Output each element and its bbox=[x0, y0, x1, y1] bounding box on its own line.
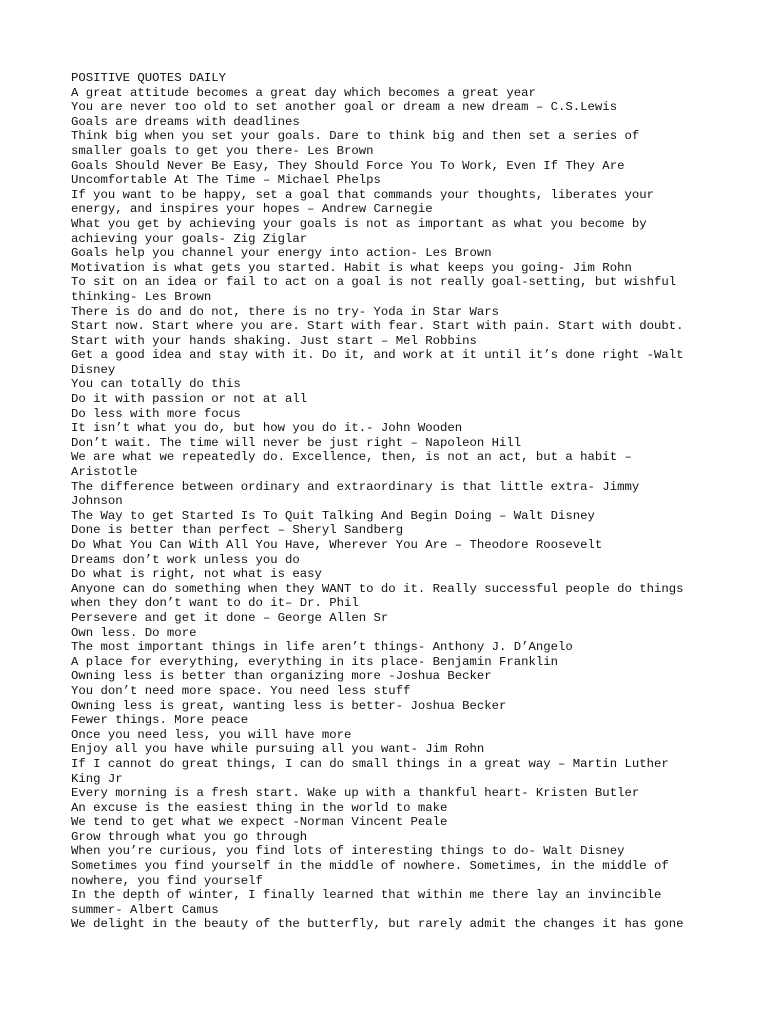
text-line: when they don’t want to do it– Dr. Phil bbox=[71, 596, 359, 611]
document-title: POSITIVE QUOTES DAILY bbox=[71, 71, 226, 85]
text-line: Goals Should Never Be Easy, They Should Force You To Work, Even If They Are bbox=[71, 158, 625, 173]
document-page bbox=[71, 71, 711, 932]
text-line: King Jr bbox=[71, 771, 123, 786]
text-line: Goals help you channel your energy into action- Les Brown bbox=[71, 246, 492, 261]
text-line: Persevere and get it done – George Allen Sr bbox=[71, 610, 389, 625]
text-line: Grow through what you go through bbox=[71, 829, 308, 844]
text-line: energy, and inspires your hopes – Andrew Carnegie bbox=[71, 202, 433, 217]
text-line: Own less. Do more bbox=[71, 625, 197, 640]
text-line: Owning less is better than organizing more -Joshua Becker bbox=[71, 669, 492, 684]
text-line: Enjoy all you have while pursuing all you want- Jim Rohn bbox=[71, 742, 485, 757]
text-line: It isn’t what you do, but how you do it.- John Wooden bbox=[71, 421, 463, 436]
text-line: We are what we repeatedly do. Excellence, then, is not an act, but a habit – bbox=[71, 450, 632, 465]
text-line: The difference between ordinary and extraordinary is that little extra- Jimmy bbox=[71, 479, 640, 494]
text-line: Do less with more focus bbox=[71, 406, 241, 421]
text-line: Fewer things. More peace bbox=[71, 713, 249, 728]
text-line: You are never too old to set another goal or dream a new dream – C.S.Lewis bbox=[71, 100, 618, 115]
text-line: Once you need less, you will have more bbox=[71, 727, 352, 742]
text-line: Johnson bbox=[71, 494, 123, 509]
text-line: Goals are dreams with deadlines bbox=[71, 114, 300, 129]
text-line: You don’t need more space. You need less stuff bbox=[71, 683, 411, 698]
text-line: Do it with passion or not at all bbox=[71, 392, 308, 407]
text-line: achieving your goals- Zig Ziglar bbox=[71, 231, 308, 246]
text-line: smaller goals to get you there- Les Brown bbox=[71, 143, 374, 158]
text-line: If you want to be happy, set a goal that commands your thoughts, liberates your bbox=[71, 187, 654, 202]
text-line: Do what is right, not what is easy bbox=[71, 567, 322, 582]
text-line: Sometimes you find yourself in the middle of nowhere. Sometimes, in the middle of bbox=[71, 859, 669, 874]
text-line: Owning less is great, wanting less is better- Joshua Becker bbox=[71, 698, 507, 713]
text-line: A great attitude becomes a great day which becomes a great year bbox=[71, 85, 536, 100]
text-line: What you get by achieving your goals is not as important as what you become by bbox=[71, 216, 647, 231]
text-line: Dreams don’t work unless you do bbox=[71, 552, 300, 567]
text-line: Start with your hands shaking. Just start – Mel Robbins bbox=[71, 333, 477, 348]
text-line: You can totally do this bbox=[71, 377, 241, 392]
text-line: If I cannot do great things, I can do small things in a great way – Martin Luther bbox=[71, 756, 669, 771]
text-line: nowhere, you find yourself bbox=[71, 873, 263, 888]
text-line: Start now. Start where you are. Start with fear. Start with pain. Start with doubt. bbox=[71, 319, 684, 334]
text-line: Disney bbox=[71, 362, 116, 377]
text-line: To sit on an idea or fail to act on a goal is not really goal-setting, but wishful bbox=[71, 275, 677, 290]
text-line: We delight in the beauty of the butterfly, but rarely admit the changes it has gone bbox=[71, 917, 684, 932]
text-line: Uncomfortable At The Time – Michael Phelps bbox=[71, 173, 381, 188]
text-line: There is do and do not, there is no try- Yoda in Star Wars bbox=[71, 304, 500, 319]
text-line: When you’re curious, you find lots of interesting things to do- Walt Disney bbox=[71, 844, 625, 859]
text-line: In the depth of winter, I finally learned that within me there lay an invincible bbox=[71, 888, 662, 903]
text-line: thinking- Les Brown bbox=[71, 289, 212, 304]
text-line: The most important things in life aren’t things- Anthony J. D’Angelo bbox=[71, 640, 573, 655]
text-line: A place for everything, everything in its place- Benjamin Franklin bbox=[71, 654, 559, 669]
text-line: Think big when you set your goals. Dare to think big and then set a series of bbox=[71, 129, 640, 144]
text-line: Motivation is what gets you started. Habit is what keeps you going- Jim Rohn bbox=[71, 260, 632, 275]
text-line: Every morning is a fresh start. Wake up with a thankful heart- Kristen Butler bbox=[71, 786, 640, 801]
text-line: Do What You Can With All You Have, Wherever You Are – Theodore Roosevelt bbox=[71, 538, 603, 552]
text-line: An excuse is the easiest thing in the world to make bbox=[71, 800, 448, 815]
text-line: Aristotle bbox=[71, 465, 138, 480]
text-line: summer- Albert Camus bbox=[71, 902, 219, 917]
text-line: The Way to get Started Is To Quit Talking And Begin Doing – Walt Disney bbox=[71, 508, 595, 523]
text-line: We tend to get what we expect -Norman Vincent Peale bbox=[71, 815, 448, 830]
text-line: Anyone can do something when they WANT to do it. Really successful people do things bbox=[71, 581, 684, 596]
text-line: Done is better than perfect – Sheryl Sandberg bbox=[71, 523, 404, 538]
text-line: Get a good idea and stay with it. Do it, and work at it until it’s done right -Walt bbox=[71, 348, 684, 363]
text-line: Don’t wait. The time will never be just right – Napoleon Hill bbox=[71, 435, 522, 450]
